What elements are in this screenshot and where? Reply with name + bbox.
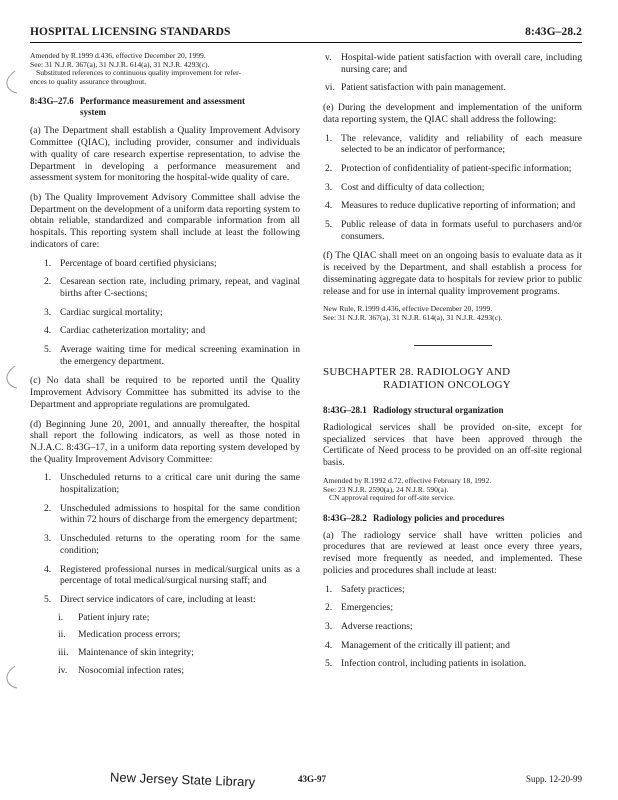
list-282-item <box>323 602 582 614</box>
list-282-item <box>323 621 582 633</box>
sublist-d5-item <box>30 612 300 624</box>
section-28-1-text: Radiological services shall be provided on-site, except for specialized services that have been approved through the Certificate of Need process to be provided on an off-site regional basis. <box>323 421 582 469</box>
list-282-item <box>323 640 582 652</box>
sublist-cont-item-number: v. <box>325 52 332 63</box>
list-b-item-text: Cesarean section rate, including primary, repeat, and vaginal births after C-sections; <box>60 276 300 299</box>
list-e-item <box>323 219 582 242</box>
list-e-item-number: 2. <box>325 162 333 174</box>
list-d <box>30 472 300 605</box>
list-282-item <box>323 584 582 596</box>
list-e-item-text: Cost and difficulty of data collection; <box>341 181 485 193</box>
sublist-d5-item-text: Patient injury rate; <box>78 611 150 623</box>
list-d-item-text: Unscheduled returns to a critical care unit during the same hospitalization; <box>60 472 300 496</box>
sublist-cont-item-text: Patient satisfaction with pain management. <box>341 82 506 94</box>
section-heading-27-6: 8:43G–27.6 Performance measurement and assessment system <box>30 95 246 117</box>
list-b-item <box>30 258 300 270</box>
left-column <box>30 52 300 676</box>
list-28-2 <box>323 584 582 671</box>
list-282-item-text: Management of the critically ill patient; and <box>341 639 510 651</box>
list-b-item <box>30 325 300 337</box>
binder-mark <box>3 70 19 94</box>
running-header <box>30 26 582 38</box>
list-d-item-text: Unscheduled admissions to hospital for the same condition within 72 hours of discharge from the emergency department; <box>60 502 300 526</box>
list-e-item-number: 5. <box>325 219 333 231</box>
list-b-item-text: Cardiac catheterization mortality; and <box>60 325 206 337</box>
paragraph-b: (b) The Quality Improvement Advisory Committee shall advise the Department on the development of a uniform data reporting system to obtain reliable, standardized and comparable information from all hospitals. This reporting system shall include at least the following indicators of care: <box>30 191 300 250</box>
list-282-item-number: 1. <box>325 583 333 595</box>
amendment-note: Amended by R.1999 d.436, effective December 20, 1999. See: 31 N.J.R. 367(a), 31 N.J.R. 614(a), 31 N.J.R. 4293(c). Substituted references to continuous quality improvement for refer- ences to quality assurance throughout. <box>30 51 242 87</box>
list-282-item-text: Emergencies; <box>341 602 394 614</box>
paragraph-f: (f) The QIAC shall meet on an ongoing basis to evaluate data as it is received by the Department, and shall establish a process for disseminating aggregate data to hospitals for review prior to public release and for use in internal quality improvement programs. <box>323 250 582 297</box>
sublist-d5-item-number: ii. <box>58 629 66 641</box>
sublist-d5-item-number: iii. <box>58 647 69 659</box>
list-b-item-number: 3. <box>44 306 52 318</box>
list-b-item-number: 4. <box>44 325 52 337</box>
list-282-item <box>323 658 582 670</box>
paragraph-a: (a) The Department shall establish a Quality Improvement Advisory Committee (QIAC), including provider, consumer and individuals with quality of care research expertise representation, to advise the Department in developing a performance measurement and assessment system for monitoring the hospital-wide quality of care. <box>30 125 300 184</box>
list-e <box>323 133 582 243</box>
list-d-item-text: Direct service indicators of care, including at least: <box>60 593 256 605</box>
list-d-item-number: 2. <box>44 502 52 514</box>
list-282-item-number: 3. <box>325 620 333 632</box>
list-b-item <box>30 344 300 367</box>
supplement-date: Supp. 12-20-99 <box>526 774 582 784</box>
list-e-item-number: 3. <box>325 181 333 193</box>
sublist-cont-item <box>323 82 582 94</box>
sublist-d5-item-text: Nosocomial infection rates; <box>78 664 185 676</box>
list-d-item-text: Unscheduled returns to the operating room for the same condition; <box>60 533 300 556</box>
list-282-item-text: Safety practices; <box>341 583 405 595</box>
list-b-item-number: 2. <box>44 276 52 288</box>
list-d-item-number: 3. <box>44 533 52 545</box>
sublist-d5-item <box>30 665 300 677</box>
list-e-item-text: Protection of confidentiality of patient-specific information; <box>341 162 572 174</box>
list-e-item-number: 4. <box>325 200 333 212</box>
list-d-item-number: 4. <box>44 563 52 575</box>
list-e-item <box>323 200 582 212</box>
sublist-d5-item-text: Medication process errors; <box>78 629 181 641</box>
header-title: HOSPITAL LICENSING STANDARDS <box>30 26 231 38</box>
list-b-item <box>30 276 300 299</box>
section-separator <box>414 345 492 346</box>
list-d-item-number: 5. <box>44 593 52 605</box>
sublist-cont-item-text: Hospital-wide patient satisfaction with overall care, including nursing care; and <box>341 52 582 75</box>
sublist-d5 <box>30 612 300 677</box>
list-b-item-text: Cardiac surgical mortality; <box>60 306 163 318</box>
sublist-cont-item-number: vi. <box>325 82 335 94</box>
list-d-item <box>30 472 300 495</box>
sublist-d5-item-text: Maintenance of skin integrity; <box>78 647 194 659</box>
list-d-item-text: Registered professional nurses in medical/surgical units as a percentage of total medical/surgical nursing staff; and <box>60 563 300 587</box>
right-column <box>323 52 582 670</box>
list-282-item-text: Infection control, including patients in isolation. <box>341 658 527 670</box>
list-e-item-text: Public release of data in formats useful to purchasers and/or consumers. <box>341 219 582 242</box>
list-b-item-text: Percentage of board certified physicians; <box>60 257 217 269</box>
list-e-item <box>323 182 582 194</box>
sublist-d5-item-number: iv. <box>58 664 68 676</box>
sublist-d5-item <box>30 647 300 659</box>
list-b-item-text: Average waiting time for medical screening examination in the emergency department. <box>60 344 300 367</box>
list-b-item-number: 5. <box>44 344 52 356</box>
list-282-item-number: 5. <box>325 658 333 670</box>
sublist-d5-item <box>30 629 300 641</box>
list-282-item-number: 4. <box>325 639 333 651</box>
list-e-item-number: 1. <box>325 132 333 144</box>
subchapter-title: SUBCHAPTER 28. RADIOLOGY AND RADIATION ONCOLOGY <box>323 365 511 392</box>
new-rule-note: New Rule, R.1999 d.436, effective December 20, 1999. See: 31 N.J.R. 367(a), 31 N.J.R. 614(a), 31 N.J.R. 4293(c). <box>323 304 503 322</box>
list-d-item-number: 1. <box>44 472 52 484</box>
sublist-cont-item <box>323 52 582 75</box>
list-b <box>30 258 300 368</box>
binder-mark <box>3 365 19 389</box>
paragraph-e: (e) During the development and implementation of the uniform data reporting system, the QIAC shall address the following: <box>323 102 582 125</box>
list-e-item <box>323 163 582 175</box>
section-heading-28-1: 8:43G–28.1 Radiology structural organization <box>323 405 504 416</box>
header-rule <box>30 42 582 43</box>
list-e-item-text: The relevance, validity and reliability of each measure selected to be an indicator of performance; <box>341 132 582 156</box>
library-stamp: New Jersey State Library <box>109 769 256 790</box>
list-282-item-number: 2. <box>325 602 333 614</box>
sublist-d5-item-number: i. <box>58 611 64 623</box>
list-d-item <box>30 503 300 526</box>
sublist-continued <box>323 52 582 94</box>
list-b-item-number: 1. <box>44 257 52 269</box>
header-section: 8:43G–28.2 <box>525 26 582 38</box>
list-d-item <box>30 564 300 587</box>
section-28-1-amendment: Amended by R.1992 d.72, effective February 18, 1992. See: 23 N.J.R. 2590(a), 24 N.J.R. 590(a). CN approval required for off-site service. <box>323 475 492 503</box>
list-e-item <box>323 133 582 156</box>
list-e-item-text: Measures to reduce duplicative reporting of information; and <box>341 200 576 212</box>
page-footer <box>30 769 582 790</box>
list-b-item <box>30 307 300 319</box>
list-d-item <box>30 594 300 606</box>
paragraph-c: (c) No data shall be required to be reported until the Quality Improvement Advisory Committee has submitted its advise to the Department and appropriate regulations are promulgated. <box>30 375 300 410</box>
list-282-item-text: Adverse reactions; <box>341 620 413 632</box>
section-heading-28-2: 8:43G–28.2 Radiology policies and procedures <box>323 512 505 523</box>
binder-mark <box>3 665 19 689</box>
paragraph-d: (d) Beginning June 20, 2001, and annually thereafter, the hospital shall report the following indicators, as well as those noted in N.J.A.C. 8:43G–17, in a uniform data reporting system developed by the Quality Improvement Advisory Committee: <box>30 418 300 465</box>
page-number: 43G-97 <box>298 774 326 784</box>
list-d-item <box>30 533 300 556</box>
section-28-2-text: (a) The radiology service shall have written policies and procedures that are reviewed at least once every three years, revised more frequently as needed, and implemented. These policies and procedures shall include at least: <box>323 529 582 576</box>
